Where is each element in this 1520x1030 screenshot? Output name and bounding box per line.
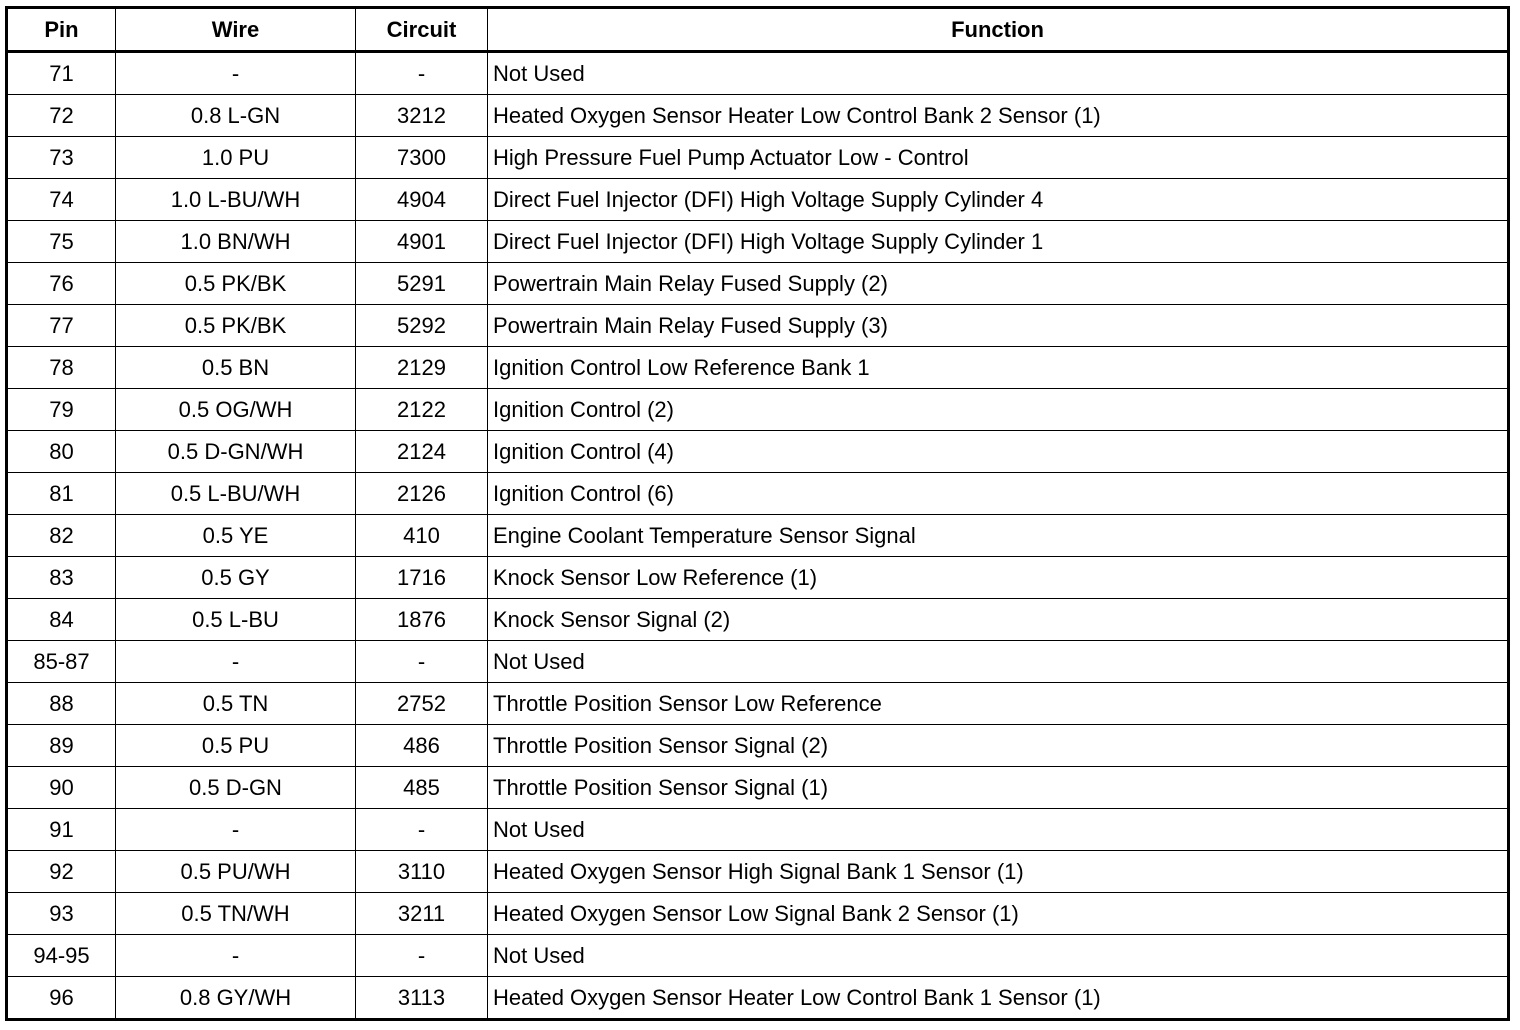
table-row bbox=[7, 389, 1509, 431]
header-row bbox=[7, 8, 1509, 52]
function-cell: Not Used bbox=[488, 641, 1509, 683]
table-row bbox=[7, 893, 1509, 935]
table-row bbox=[7, 557, 1509, 599]
table-row bbox=[7, 473, 1509, 515]
table-row bbox=[7, 683, 1509, 725]
table-row bbox=[7, 95, 1509, 137]
pin-cell: 81 bbox=[7, 473, 116, 515]
wire-cell: - bbox=[116, 52, 356, 95]
wire-cell: 0.8 L-GN bbox=[116, 95, 356, 137]
table-row bbox=[7, 221, 1509, 263]
pin-cell: 76 bbox=[7, 263, 116, 305]
pin-cell: 96 bbox=[7, 977, 116, 1020]
table-row bbox=[7, 725, 1509, 767]
function-cell: Throttle Position Sensor Signal (1) bbox=[488, 767, 1509, 809]
circuit-cell: - bbox=[356, 641, 488, 683]
pin-cell: 93 bbox=[7, 893, 116, 935]
circuit-cell: 2752 bbox=[356, 683, 488, 725]
pin-cell: 91 bbox=[7, 809, 116, 851]
table-row bbox=[7, 347, 1509, 389]
function-cell: Knock Sensor Low Reference (1) bbox=[488, 557, 1509, 599]
circuit-cell: 3113 bbox=[356, 977, 488, 1020]
function-cell: Not Used bbox=[488, 809, 1509, 851]
wire-cell: 1.0 L-BU/WH bbox=[116, 179, 356, 221]
function-cell: Throttle Position Sensor Low Reference bbox=[488, 683, 1509, 725]
function-cell: Not Used bbox=[488, 935, 1509, 977]
function-cell: Knock Sensor Signal (2) bbox=[488, 599, 1509, 641]
table-row bbox=[7, 935, 1509, 977]
pin-cell: 90 bbox=[7, 767, 116, 809]
pin-cell: 75 bbox=[7, 221, 116, 263]
circuit-cell: - bbox=[356, 809, 488, 851]
table-row bbox=[7, 641, 1509, 683]
circuit-cell: 486 bbox=[356, 725, 488, 767]
pin-cell: 83 bbox=[7, 557, 116, 599]
wire-cell: 0.5 PU bbox=[116, 725, 356, 767]
function-cell: Ignition Control (2) bbox=[488, 389, 1509, 431]
table-row bbox=[7, 515, 1509, 557]
function-cell: Not Used bbox=[488, 52, 1509, 95]
pin-cell: 79 bbox=[7, 389, 116, 431]
wire-cell: 0.5 TN/WH bbox=[116, 893, 356, 935]
wire-cell: 0.5 PU/WH bbox=[116, 851, 356, 893]
pin-cell: 94-95 bbox=[7, 935, 116, 977]
wire-cell: 0.5 L-BU bbox=[116, 599, 356, 641]
pin-cell: 84 bbox=[7, 599, 116, 641]
wire-cell: 0.5 YE bbox=[116, 515, 356, 557]
function-cell: Throttle Position Sensor Signal (2) bbox=[488, 725, 1509, 767]
wire-cell: 0.5 TN bbox=[116, 683, 356, 725]
function-cell: Ignition Control (6) bbox=[488, 473, 1509, 515]
table-row bbox=[7, 431, 1509, 473]
circuit-cell: 2126 bbox=[356, 473, 488, 515]
pin-cell: 82 bbox=[7, 515, 116, 557]
function-cell: Heated Oxygen Sensor Heater Low Control Bank 1 Sensor (1) bbox=[488, 977, 1509, 1020]
pin-cell: 77 bbox=[7, 305, 116, 347]
table-row bbox=[7, 599, 1509, 641]
table-row bbox=[7, 137, 1509, 179]
function-cell: Heated Oxygen Sensor High Signal Bank 1 Sensor (1) bbox=[488, 851, 1509, 893]
function-cell: Ignition Control (4) bbox=[488, 431, 1509, 473]
function-cell: High Pressure Fuel Pump Actuator Low - Control bbox=[488, 137, 1509, 179]
pin-cell: 78 bbox=[7, 347, 116, 389]
wire-cell: - bbox=[116, 641, 356, 683]
table-row bbox=[7, 305, 1509, 347]
wire-cell: 0.5 GY bbox=[116, 557, 356, 599]
wire-cell: - bbox=[116, 935, 356, 977]
wire-cell: 0.5 D-GN/WH bbox=[116, 431, 356, 473]
function-cell: Powertrain Main Relay Fused Supply (3) bbox=[488, 305, 1509, 347]
circuit-cell: 3212 bbox=[356, 95, 488, 137]
table-row bbox=[7, 263, 1509, 305]
wire-cell: 0.5 L-BU/WH bbox=[116, 473, 356, 515]
pin-cell: 72 bbox=[7, 95, 116, 137]
circuit-cell: 5291 bbox=[356, 263, 488, 305]
wire-cell: 1.0 BN/WH bbox=[116, 221, 356, 263]
pin-cell: 85-87 bbox=[7, 641, 116, 683]
pin-cell: 89 bbox=[7, 725, 116, 767]
circuit-cell: 410 bbox=[356, 515, 488, 557]
wire-cell: 0.5 PK/BK bbox=[116, 263, 356, 305]
wire-cell: 1.0 PU bbox=[116, 137, 356, 179]
function-cell: Ignition Control Low Reference Bank 1 bbox=[488, 347, 1509, 389]
table-row bbox=[7, 851, 1509, 893]
function-cell: Direct Fuel Injector (DFI) High Voltage Supply Cylinder 4 bbox=[488, 179, 1509, 221]
wire-cell: 0.5 D-GN bbox=[116, 767, 356, 809]
table-row bbox=[7, 52, 1509, 95]
circuit-cell: 485 bbox=[356, 767, 488, 809]
function-cell: Heated Oxygen Sensor Heater Low Control Bank 2 Sensor (1) bbox=[488, 95, 1509, 137]
header-pin: Pin bbox=[7, 8, 116, 52]
wire-cell: 0.5 BN bbox=[116, 347, 356, 389]
function-cell: Engine Coolant Temperature Sensor Signal bbox=[488, 515, 1509, 557]
table-row bbox=[7, 977, 1509, 1020]
pin-cell: 71 bbox=[7, 52, 116, 95]
wire-cell: 0.5 PK/BK bbox=[116, 305, 356, 347]
circuit-cell: 4904 bbox=[356, 179, 488, 221]
circuit-cell: 2122 bbox=[356, 389, 488, 431]
header-function: Function bbox=[488, 8, 1509, 52]
circuit-cell: 3211 bbox=[356, 893, 488, 935]
table-header bbox=[7, 8, 1509, 52]
connector-pinout-table bbox=[5, 6, 1510, 1021]
wire-cell: - bbox=[116, 809, 356, 851]
header-circuit: Circuit bbox=[356, 8, 488, 52]
header-wire: Wire bbox=[116, 8, 356, 52]
table-body bbox=[7, 52, 1509, 1020]
pin-cell: 80 bbox=[7, 431, 116, 473]
function-cell: Direct Fuel Injector (DFI) High Voltage Supply Cylinder 1 bbox=[488, 221, 1509, 263]
circuit-cell: 4901 bbox=[356, 221, 488, 263]
circuit-cell: - bbox=[356, 935, 488, 977]
circuit-cell: 2129 bbox=[356, 347, 488, 389]
circuit-cell: 1716 bbox=[356, 557, 488, 599]
function-cell: Heated Oxygen Sensor Low Signal Bank 2 Sensor (1) bbox=[488, 893, 1509, 935]
pin-cell: 88 bbox=[7, 683, 116, 725]
pin-cell: 92 bbox=[7, 851, 116, 893]
circuit-cell: 2124 bbox=[356, 431, 488, 473]
table-row bbox=[7, 767, 1509, 809]
pin-cell: 73 bbox=[7, 137, 116, 179]
table-row bbox=[7, 179, 1509, 221]
function-cell: Powertrain Main Relay Fused Supply (2) bbox=[488, 263, 1509, 305]
circuit-cell: 3110 bbox=[356, 851, 488, 893]
table-row bbox=[7, 809, 1509, 851]
wire-cell: 0.8 GY/WH bbox=[116, 977, 356, 1020]
circuit-cell: 1876 bbox=[356, 599, 488, 641]
circuit-cell: - bbox=[356, 52, 488, 95]
circuit-cell: 5292 bbox=[356, 305, 488, 347]
circuit-cell: 7300 bbox=[356, 137, 488, 179]
wire-cell: 0.5 OG/WH bbox=[116, 389, 356, 431]
pin-cell: 74 bbox=[7, 179, 116, 221]
